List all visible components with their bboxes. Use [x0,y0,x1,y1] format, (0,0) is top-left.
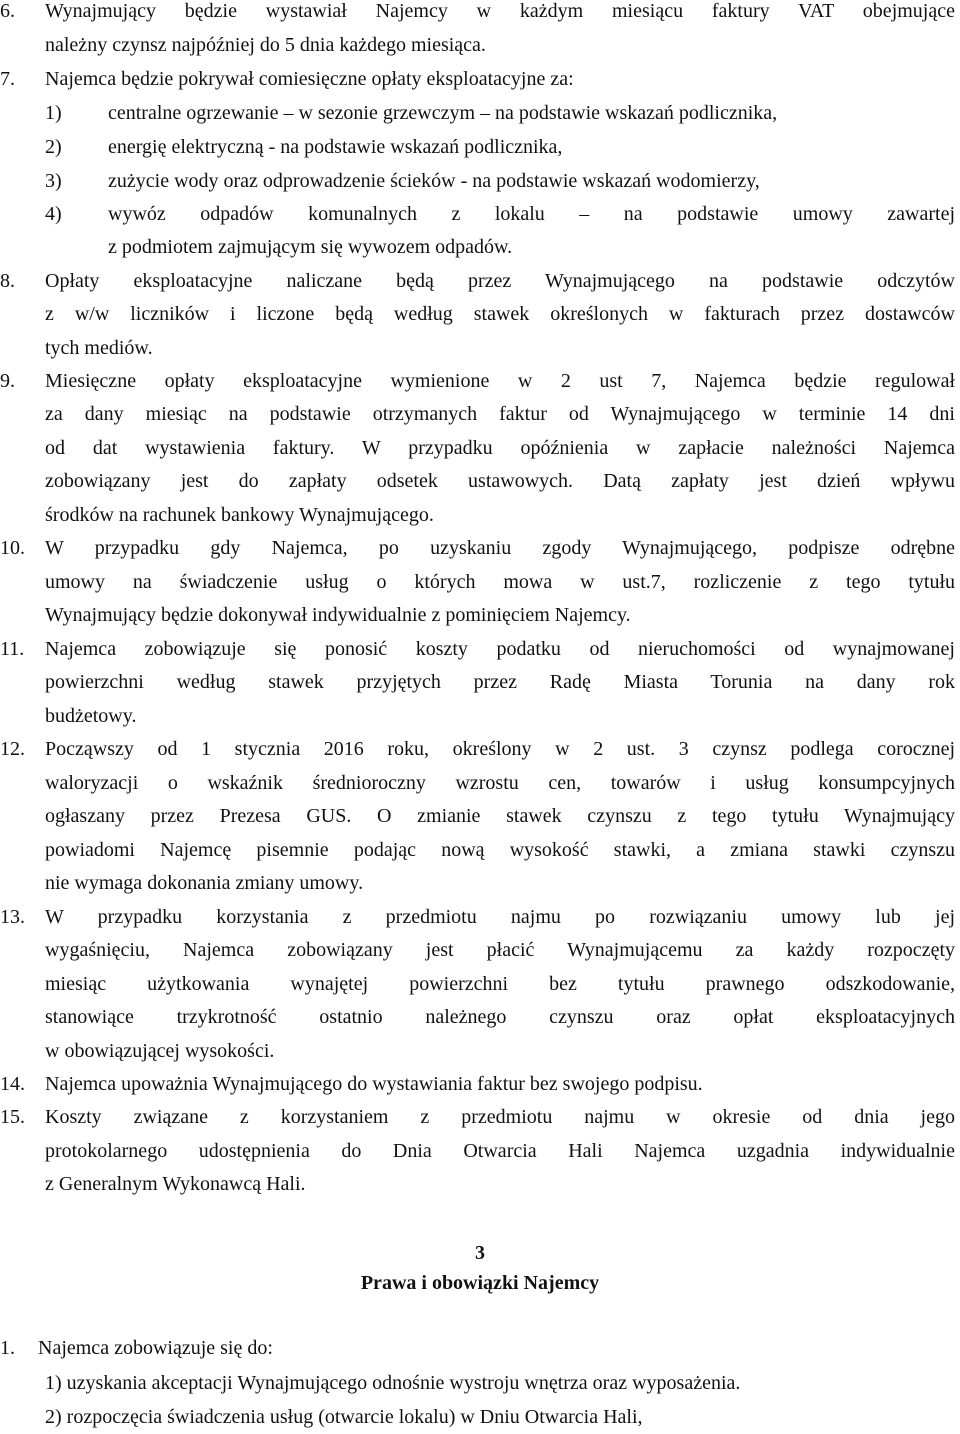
paragraph-12-line-1 [0,732,960,766]
subitem-text: wywóz odpadów komunalnych z lokalu – na podstawie umowy zawartej [108,203,955,225]
paragraph-13-line-4 [0,1000,960,1034]
subitem-number: 3) [45,170,62,192]
paragraph-6-line-1 [0,0,960,28]
paragraph-15-line-2 [0,1134,960,1168]
paragraph-12-line-2 [0,766,960,800]
subitem-text: energię elektryczną - na podstawie wskazań podlicznika, [108,136,563,158]
line-text: W przypadku gdy Najemca, po uzyskaniu zgody Wynajmującego, podpisze odrębne [45,537,955,559]
paragraph-9-line-4 [0,464,960,498]
line-text: Najemca będzie pokrywał comiesięczne opłaty eksploatacyjne za: [45,68,574,90]
section-subitem-2 [0,1400,960,1434]
paragraph-10-line-2 [0,565,960,599]
paragraph-11-line-3 [0,699,960,733]
paragraph-11-line-1 [0,632,960,666]
subitem-7-1 [0,96,960,130]
line-text: od dat wystawienia faktury. W przypadku opóźnienia w zapłacie należności Najemca [45,437,955,459]
paragraph-12-line-4 [0,833,960,867]
paragraph-13-line-5 [0,1034,960,1068]
line-text: Koszty związane z korzystaniem z przedmiotu najmu w okresie od dnia jego [45,1106,955,1128]
paragraph-13-line-2 [0,933,960,967]
paragraph-9-line-3 [0,431,960,465]
subitem-7-2 [0,130,960,164]
line-text: Wynajmujący będzie dokonywał indywidualnie z pominięciem Najemcy. [45,604,631,626]
subitem-7-4 [0,197,960,231]
item-number: 15. [0,1106,25,1128]
subitem-number: 2) [45,136,62,158]
item-number: 13. [0,906,25,928]
line-text: Najemca zobowiązuje się ponosić koszty podatku od nieruchomości od wynajmowanej [45,638,955,660]
line-text: Opłaty eksploatacyjne naliczane będą przez Wynajmującego na podstawie odczytów [45,270,955,292]
paragraph-8-line-2 [0,297,960,331]
paragraph-11-line-2 [0,665,960,699]
paragraph-15-line-1 [0,1100,960,1134]
paragraph-6-line-2 [0,28,960,62]
paragraph-9-line-5 [0,498,960,532]
item-number: 11. [0,638,25,660]
subitem-7-4-continued [0,230,960,264]
section-number: 3 [475,1242,485,1264]
paragraph-14-line-1 [0,1067,960,1101]
subitem-text: centralne ogrzewanie – w sezonie grzewczym – na podstawie wskazań podlicznika, [108,102,778,124]
paragraph-12-line-5 [0,866,960,900]
line-text: za dany miesiąc na podstawie otrzymanych faktur od Wynajmującego w terminie 14 dni [45,403,955,425]
paragraph-8-line-1 [0,264,960,298]
line-text: powierzchni według stawek przyjętych przez Radę Miasta Torunia na dany rok [45,671,955,693]
line-text: wygaśnięciu, Najemca zobowiązany jest płacić Wynajmującemu za każdy rozpoczęty [45,939,955,961]
section-subitem-1 [0,1366,960,1400]
line-text: powiadomi Najemcę pisemnie podając nową wysokość stawki, a zmiana stawki czynszu [45,839,955,861]
subitem-number: 4) [45,203,62,225]
item-number: 9. [0,370,15,392]
line-text: z Generalnym Wykonawcą Hali. [45,1173,306,1195]
item-number: 7. [0,68,15,90]
line-text: nie wymaga dokonania zmiany umowy. [45,872,364,894]
line-text: z w/w liczników i liczone będą według stawek określonych w fakturach przez dostawców [45,303,955,325]
item-number: 6. [0,0,15,22]
paragraph-9-line-1 [0,364,960,398]
section-mark [0,1236,960,1270]
line-text: miesiąc użytkowania wynajętej powierzchni bez tytułu prawnego odszkodowanie, [45,973,955,995]
paragraph-12-line-3 [0,799,960,833]
item-number: 14. [0,1073,25,1095]
paragraph-13-line-3 [0,967,960,1001]
section-title-line [0,1266,960,1300]
paragraph-15-line-3 [0,1167,960,1201]
item-number: 1. [0,1337,15,1359]
paragraph-8-line-3 [0,331,960,365]
subitem-text: zużycie wody oraz odprowadzenie ścieków - na podstawie wskazań wodomierzy, [108,170,760,192]
line-text: Najemca zobowiązuje się do: [38,1337,273,1359]
subitem-text: 2) rozpoczęcia świadczenia usług (otwarcie lokalu) w Dniu Otwarcia Hali, [45,1406,643,1428]
subitem-text: z podmiotem zajmującym się wywozem odpadów. [108,236,513,258]
section-item-1 [0,1331,960,1365]
subitem-7-3 [0,164,960,198]
line-text: umowy na świadczenie usług o których mowa w ust.7, rozliczenie z tego tytułu [45,571,955,593]
paragraph-9-line-2 [0,397,960,431]
line-text: budżetowy. [45,705,137,727]
paragraph-13-line-1 [0,900,960,934]
line-text: stanowiące trzykrotność ostatnio należnego czynszu oraz opłat eksploatacyjnych [45,1006,955,1028]
section-title: Prawa i obowiązki Najemcy [360,1272,600,1294]
line-text: Miesięczne opłaty eksploatacyjne wymienione w 2 ust 7, Najemca będzie regulował [45,370,955,392]
paragraph-10-line-3 [0,598,960,632]
subitem-text: 1) uzyskania akceptacji Wynajmującego odnośnie wystroju wnętrza oraz wyposażenia. [45,1372,741,1394]
paragraph-7-line-1 [0,62,960,96]
line-text: Najemca upoważnia Wynajmującego do wystawiania faktur bez swojego podpisu. [45,1073,703,1095]
item-number: 12. [0,738,25,760]
line-text: W przypadku korzystania z przedmiotu najmu po rozwiązaniu umowy lub jej [45,906,955,928]
subitem-number: 1) [45,102,62,124]
item-number: 10. [0,537,25,559]
line-text: środków na rachunek bankowy Wynajmującego. [45,504,434,526]
line-text: Wynajmujący będzie wystawiał Najemcy w każdym miesiącu faktury VAT obejmujące [45,0,955,22]
line-text: waloryzacji o wskaźnik średnioroczny wzrostu cen, towarów i usług konsumpcyjnych [45,772,955,794]
line-text: tych mediów. [45,337,153,359]
line-text: zobowiązany jest do zapłaty odsetek ustawowych. Datą zapłaty jest dzień wpływu [45,470,955,492]
item-number: 8. [0,270,15,292]
line-text: protokolarnego udostępnienia do Dnia Otwarcia Hali Najemca uzgadnia indywidualnie [45,1140,955,1162]
line-text: Począwszy od 1 stycznia 2016 roku, określony w 2 ust. 3 czynsz podlega corocznej [45,738,955,760]
line-text: w obowiązującej wysokości. [45,1040,275,1062]
line-text: należny czynsz najpóźniej do 5 dnia każdego miesiąca. [45,34,486,56]
paragraph-10-line-1 [0,531,960,565]
line-text: ogłaszany przez Prezesa GUS. O zmianie stawek czynszu z tego tytułu Wynajmujący [45,805,955,827]
